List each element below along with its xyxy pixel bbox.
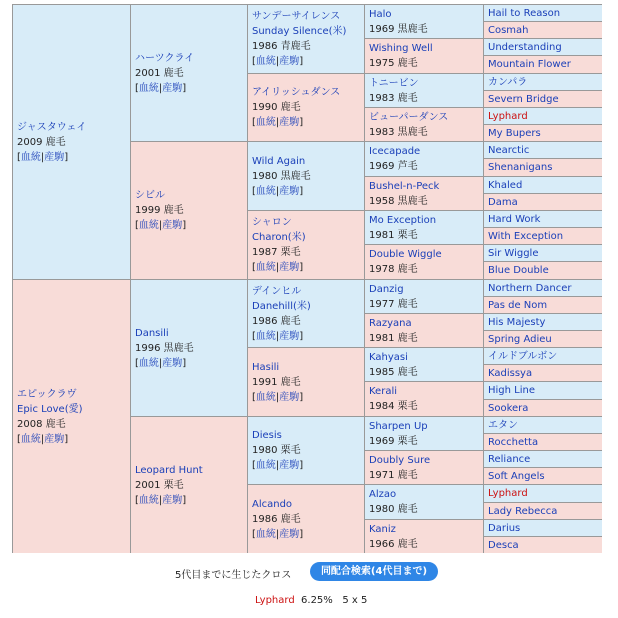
gen5-horse-cell [484, 74, 602, 90]
horse-name-link[interactable]: Mountain Flower [488, 59, 571, 70]
bracket-open: [ [252, 460, 256, 471]
horse-birth-year-color: 1991 鹿毛 [252, 376, 301, 388]
bloodline-link[interactable]: 血統 [20, 433, 41, 445]
horse-birth-year-color: 1958 黒鹿毛 [369, 196, 428, 207]
bracket-sep: | [275, 56, 280, 67]
gen5-horse-cell [484, 314, 602, 330]
offspring-link[interactable]: 産駒 [44, 151, 65, 163]
horse-name-link[interactable]: Alzao [369, 489, 397, 500]
horse-name-link[interactable]: Northern Dancer [488, 283, 572, 294]
gen4-horse-cell [365, 382, 483, 416]
gen4-horse-cell [365, 177, 483, 210]
horse-birth-year-color: 1996 黒鹿毛 [135, 342, 194, 354]
bracket-close: ] [299, 391, 304, 403]
gen3-horse-cell [248, 211, 364, 279]
bracket-sep: | [275, 528, 280, 540]
bracket-open: [ [252, 262, 256, 273]
bracket-sep: | [158, 357, 163, 369]
gen5-horse-cell [484, 468, 602, 484]
bracket-open: [ [252, 185, 256, 197]
gen5-horse-cell [484, 159, 602, 176]
horse-name-link[interactable]: デインヒル [252, 285, 302, 297]
horse-name-link[interactable]: Bushel-n-Peck [369, 181, 440, 192]
pedigree-links [252, 260, 360, 275]
bracket-close: ] [182, 494, 187, 506]
pedigree-links [135, 81, 243, 96]
horse-birth-year-color: 1990 鹿毛 [252, 102, 301, 113]
bracket-open: [ [135, 357, 139, 369]
offspring-link[interactable]: 産駒 [279, 460, 300, 471]
bracket-open: [ [17, 151, 21, 163]
bloodline-link[interactable]: 血統 [20, 151, 41, 163]
horse-name-link[interactable]: With Exception [488, 231, 564, 242]
gen4-horse-cell [365, 108, 483, 141]
bracket-open: [ [252, 56, 256, 67]
gen4-horse-cell [365, 485, 483, 519]
horse-name-link[interactable]: Wishing Well [369, 43, 433, 54]
horse-name-link[interactable]: Hail to Reason [488, 8, 561, 19]
gen2-horse-cell [131, 417, 247, 553]
horse-name-link[interactable]: サンデーサイレンス [252, 11, 341, 22]
horse-alt-name-link[interactable]: Charon(米) [252, 232, 306, 243]
bracket-close: ] [299, 528, 304, 540]
horse-name-link[interactable]: ジャスタウェイ [17, 121, 87, 133]
horse-name-link[interactable]: Pas de Nom [488, 300, 548, 311]
horse-birth-year-color: 1999 鹿毛 [135, 205, 184, 216]
horse-name-link[interactable]: Kerali [369, 386, 398, 397]
horse-name-link[interactable]: His Majesty [488, 317, 546, 328]
bloodline-link[interactable]: 血統 [255, 391, 276, 403]
pedigree-links [252, 115, 360, 130]
horse-name-link[interactable]: Reliance [488, 454, 531, 465]
pedigree-links [135, 493, 243, 508]
pedigree-links [252, 54, 360, 69]
horse-name-link[interactable]: トニービン [369, 78, 419, 89]
horse-name-link[interactable]: Shenanigans [488, 162, 553, 173]
offspring-link[interactable]: 産駒 [279, 391, 300, 403]
horse-name-link[interactable]: Sir Wiggle [488, 248, 539, 259]
gen5-horse-cell [484, 331, 602, 347]
bracket-close: ] [299, 330, 304, 342]
offspring-link[interactable]: 産駒 [279, 330, 300, 342]
cross-percent: 6.25% [301, 595, 333, 606]
gen5-horse-cell [484, 228, 602, 244]
horse-birth-year-color: 1983 鹿毛 [369, 93, 418, 104]
pedigree-links [135, 218, 243, 233]
bloodline-link[interactable]: 血統 [255, 56, 276, 67]
gen5-horse-cell [484, 39, 602, 55]
horse-name-link[interactable]: シビル [135, 190, 165, 201]
horse-name-link[interactable]: Hasili [252, 361, 280, 373]
gen2-horse-cell [131, 280, 247, 416]
bracket-open: [ [135, 82, 139, 94]
horse-name-link[interactable]: Lady Rebecca [488, 506, 558, 517]
gen4-horse-cell [365, 314, 483, 347]
offspring-link[interactable]: 産駒 [44, 433, 65, 445]
cross-pattern: 5 x 5 [342, 595, 368, 606]
horse-name-link[interactable]: ハーツクライ [135, 52, 195, 64]
horse-alt-name-link[interactable]: Danehill(米) [252, 300, 311, 312]
bracket-open: [ [135, 494, 139, 506]
horse-name-link[interactable]: シャロン [252, 217, 292, 228]
horse-name-link[interactable]: Blue Double [488, 265, 549, 276]
bracket-close: ] [182, 357, 187, 369]
gen5-horse-cell [484, 22, 602, 38]
gen5-horse-cell [484, 125, 602, 141]
horse-birth-year-color: 1985 鹿毛 [369, 367, 418, 378]
horse-birth-year-color: 1986 青鹿毛 [252, 41, 311, 52]
gen5-horse-cell [484, 56, 602, 73]
pedigree-links [17, 150, 126, 165]
gen5-horse-cell [484, 434, 602, 450]
pedigree-links [252, 184, 360, 199]
gen1-horse-cell [13, 280, 130, 553]
horse-birth-year-color: 1983 黒鹿毛 [369, 127, 428, 138]
horse-birth-year-color: 1966 鹿毛 [369, 539, 418, 550]
bloodline-link[interactable]: 血統 [255, 330, 276, 342]
cross-info [255, 595, 367, 606]
gen5-horse-cell [484, 365, 602, 381]
horse-name-link[interactable]: エタン [488, 420, 518, 431]
horse-name-link[interactable]: Kadissya [488, 368, 533, 379]
horse-name-link[interactable]: エピックラヴ [17, 388, 77, 400]
horse-name-link[interactable]: Leopard Hunt [135, 464, 203, 476]
horse-name-link[interactable]: Cosmah [488, 25, 529, 36]
horse-name-link[interactable]: High Line [488, 385, 536, 396]
bracket-sep: | [275, 460, 280, 471]
pedigree-links [17, 432, 126, 447]
bracket-close: ] [182, 220, 187, 231]
bracket-sep: | [275, 185, 280, 197]
horse-birth-year-color: 2001 栗毛 [135, 479, 184, 491]
horse-birth-year-color: 1987 栗毛 [252, 247, 301, 258]
gen1-horse-cell [13, 5, 130, 279]
pedigree-links [252, 329, 360, 344]
gen5-horse-cell [484, 503, 602, 519]
horse-alt-name-link[interactable]: Epic Love(愛) [17, 403, 83, 415]
pedigree-links [252, 527, 360, 542]
bloodline-link[interactable]: 血統 [255, 528, 276, 540]
gen4-horse-cell [365, 245, 483, 279]
pedigree-table [12, 4, 602, 553]
offspring-link[interactable]: 産駒 [162, 220, 183, 231]
gen4-horse-cell [365, 5, 483, 38]
bracket-sep: | [275, 391, 280, 403]
horse-name-link[interactable]: Double Wiggle [369, 249, 442, 260]
horse-name-link[interactable]: Danzig [369, 284, 404, 295]
gen5-horse-cell [484, 485, 602, 502]
gen5-horse-cell [484, 451, 602, 467]
pedigree-links [252, 390, 360, 405]
offspring-link[interactable]: 産駒 [279, 185, 300, 197]
gen4-horse-cell [365, 520, 483, 553]
horse-name-link[interactable]: アイリッシュダンス [252, 87, 341, 98]
gen5-horse-cell [484, 194, 602, 210]
gen3-horse-cell [248, 280, 364, 347]
cross-horse-link[interactable]: Lyphard [255, 595, 295, 606]
bloodline-link[interactable]: 血統 [138, 494, 159, 506]
horse-birth-year-color: 1980 黒鹿毛 [252, 170, 311, 182]
horse-name-link[interactable]: Icecapade [369, 146, 421, 157]
horse-name-link[interactable]: Dama [488, 197, 518, 208]
gen4-horse-cell [365, 280, 483, 313]
offspring-link[interactable]: 産駒 [162, 82, 183, 94]
bracket-sep: | [158, 220, 163, 231]
gen5-horse-cell [484, 417, 602, 433]
offspring-link[interactable]: 産駒 [279, 528, 300, 540]
horse-name-link[interactable]: Desca [488, 540, 519, 551]
horse-birth-year-color: 1969 芦毛 [369, 161, 418, 172]
gen3-horse-cell [248, 348, 364, 416]
horse-name-link[interactable]: Spring Adieu [488, 334, 552, 345]
horse-birth-year-color: 2001 鹿毛 [135, 67, 184, 79]
cross-label: 5代目までに生じたクロス [175, 570, 292, 581]
horse-name-link[interactable]: Severn Bridge [488, 94, 559, 105]
horse-name-link[interactable]: Hard Work [488, 214, 541, 225]
bracket-sep: | [275, 117, 280, 128]
horse-name-link[interactable]: ビューパーダンス [369, 112, 449, 123]
gen5-horse-cell [484, 5, 602, 21]
horse-birth-year-color: 1986 鹿毛 [252, 315, 301, 327]
horse-name-link[interactable]: Rocchetta [488, 437, 539, 448]
horse-name-link[interactable]: Alcando [252, 498, 293, 510]
bracket-sep: | [158, 82, 163, 94]
horse-name-link[interactable]: Razyana [369, 318, 412, 329]
offspring-link[interactable]: 産駒 [279, 56, 300, 67]
horse-birth-year-color: 1981 鹿毛 [369, 333, 418, 344]
horse-name-link[interactable]: Understanding [488, 42, 562, 53]
horse-name-link[interactable]: Sharpen Up [369, 421, 428, 432]
offspring-link[interactable]: 産駒 [279, 117, 300, 128]
gen3-horse-cell [248, 485, 364, 553]
horse-name-link[interactable]: Lyphard [488, 111, 528, 122]
bloodline-link[interactable]: 血統 [255, 460, 276, 471]
gen2-horse-cell [131, 5, 247, 141]
gen4-horse-cell [365, 142, 483, 176]
pedigree-links [252, 458, 360, 473]
horse-name-link[interactable]: カンパラ [488, 77, 528, 88]
gen4-horse-cell [365, 348, 483, 381]
bracket-close: ] [299, 185, 304, 197]
horse-birth-year-color: 1969 栗毛 [369, 436, 418, 447]
bloodline-link[interactable]: 血統 [255, 262, 276, 273]
same-breeding-search-button[interactable]: 同配合検索(4代目まで) [310, 562, 438, 581]
offspring-link[interactable]: 産駒 [162, 357, 183, 369]
horse-birth-year-color: 1980 鹿毛 [369, 504, 418, 515]
horse-birth-year-color: 1969 黒鹿毛 [369, 24, 428, 35]
offspring-link[interactable]: 産駒 [162, 494, 183, 506]
bracket-open: [ [252, 117, 256, 128]
gen5-horse-cell [484, 400, 602, 416]
horse-birth-year-color: 1984 栗毛 [369, 401, 418, 412]
horse-name-link[interactable]: Wild Again [252, 155, 306, 167]
bracket-open: [ [135, 220, 139, 231]
horse-name-link[interactable]: Diesis [252, 430, 282, 441]
horse-birth-year-color: 2008 鹿毛 [17, 418, 66, 430]
horse-name-link[interactable]: Soft Angels [488, 471, 545, 482]
gen5-horse-cell [484, 211, 602, 227]
bracket-close: ] [64, 433, 69, 445]
gen4-horse-cell [365, 74, 483, 107]
horse-birth-year-color: 1980 栗毛 [252, 445, 301, 456]
gen3-horse-cell [248, 142, 364, 210]
gen3-horse-cell [248, 5, 364, 73]
horse-name-link[interactable]: イルドブルボン [488, 351, 558, 362]
gen4-horse-cell [365, 417, 483, 450]
gen5-horse-cell [484, 177, 602, 193]
bloodline-link[interactable]: 血統 [138, 82, 159, 94]
bloodline-link[interactable]: 血統 [255, 185, 276, 197]
bloodline-link[interactable]: 血統 [255, 117, 276, 128]
horse-birth-year-color: 1978 鹿毛 [369, 264, 418, 275]
gen4-horse-cell [365, 451, 483, 484]
horse-name-link[interactable]: Kahyasi [369, 352, 408, 363]
gen5-horse-cell [484, 382, 602, 399]
horse-name-link[interactable]: Khaled [488, 180, 523, 191]
bracket-close: ] [299, 56, 304, 67]
bracket-close: ] [182, 82, 187, 94]
horse-name-link[interactable]: Nearctic [488, 145, 530, 156]
horse-name-link[interactable]: Dansili [135, 327, 169, 339]
gen5-horse-cell [484, 280, 602, 296]
bracket-open: [ [252, 528, 256, 540]
bloodline-link[interactable]: 血統 [138, 357, 159, 369]
gen5-horse-cell [484, 348, 602, 364]
horse-birth-year-color: 1986 鹿毛 [252, 513, 301, 525]
horse-birth-year-color: 1975 鹿毛 [369, 58, 418, 69]
gen4-horse-cell [365, 211, 483, 244]
horse-name-link[interactable]: Sookera [488, 403, 529, 414]
bracket-sep: | [158, 494, 163, 506]
bracket-open: [ [252, 330, 256, 342]
bracket-close: ] [299, 262, 304, 273]
horse-name-link[interactable]: My Bupers [488, 128, 541, 139]
horse-birth-year-color: 1981 栗毛 [369, 230, 418, 241]
bracket-sep: | [275, 330, 280, 342]
bracket-close: ] [299, 117, 304, 128]
bracket-sep: | [275, 262, 280, 273]
horse-birth-year-color: 1971 鹿毛 [369, 470, 418, 481]
gen5-horse-cell [484, 245, 602, 261]
gen3-horse-cell [248, 417, 364, 484]
offspring-link[interactable]: 産駒 [279, 262, 300, 273]
gen5-horse-cell [484, 108, 602, 124]
gen5-horse-cell [484, 262, 602, 279]
horse-alt-name-link[interactable]: Sunday Silence(米) [252, 26, 347, 37]
gen5-horse-cell [484, 520, 602, 536]
horse-name-link[interactable]: Kaniz [369, 524, 396, 535]
gen5-horse-cell [484, 537, 602, 553]
bracket-sep: | [40, 151, 45, 163]
pedigree-links [135, 356, 243, 371]
horse-name-link[interactable]: Mo Exception [369, 215, 437, 226]
gen5-horse-cell [484, 91, 602, 107]
horse-name-link[interactable]: Darius [488, 523, 521, 534]
horse-birth-year-color: 1977 鹿毛 [369, 299, 418, 310]
horse-name-link[interactable]: Lyphard [488, 488, 528, 499]
horse-name-link[interactable]: Doubly Sure [369, 455, 431, 466]
gen4-horse-cell [365, 39, 483, 73]
bracket-open: [ [17, 433, 21, 445]
gen5-horse-cell [484, 142, 602, 158]
bracket-open: [ [252, 391, 256, 403]
bracket-close: ] [299, 460, 304, 471]
bloodline-link[interactable]: 血統 [138, 220, 159, 231]
gen2-horse-cell [131, 142, 247, 279]
gen3-horse-cell [248, 74, 364, 141]
bracket-close: ] [64, 151, 69, 163]
horse-birth-year-color: 2009 鹿毛 [17, 136, 66, 148]
horse-name-link[interactable]: Halo [369, 9, 392, 20]
bracket-sep: | [40, 433, 45, 445]
gen5-horse-cell [484, 297, 602, 313]
